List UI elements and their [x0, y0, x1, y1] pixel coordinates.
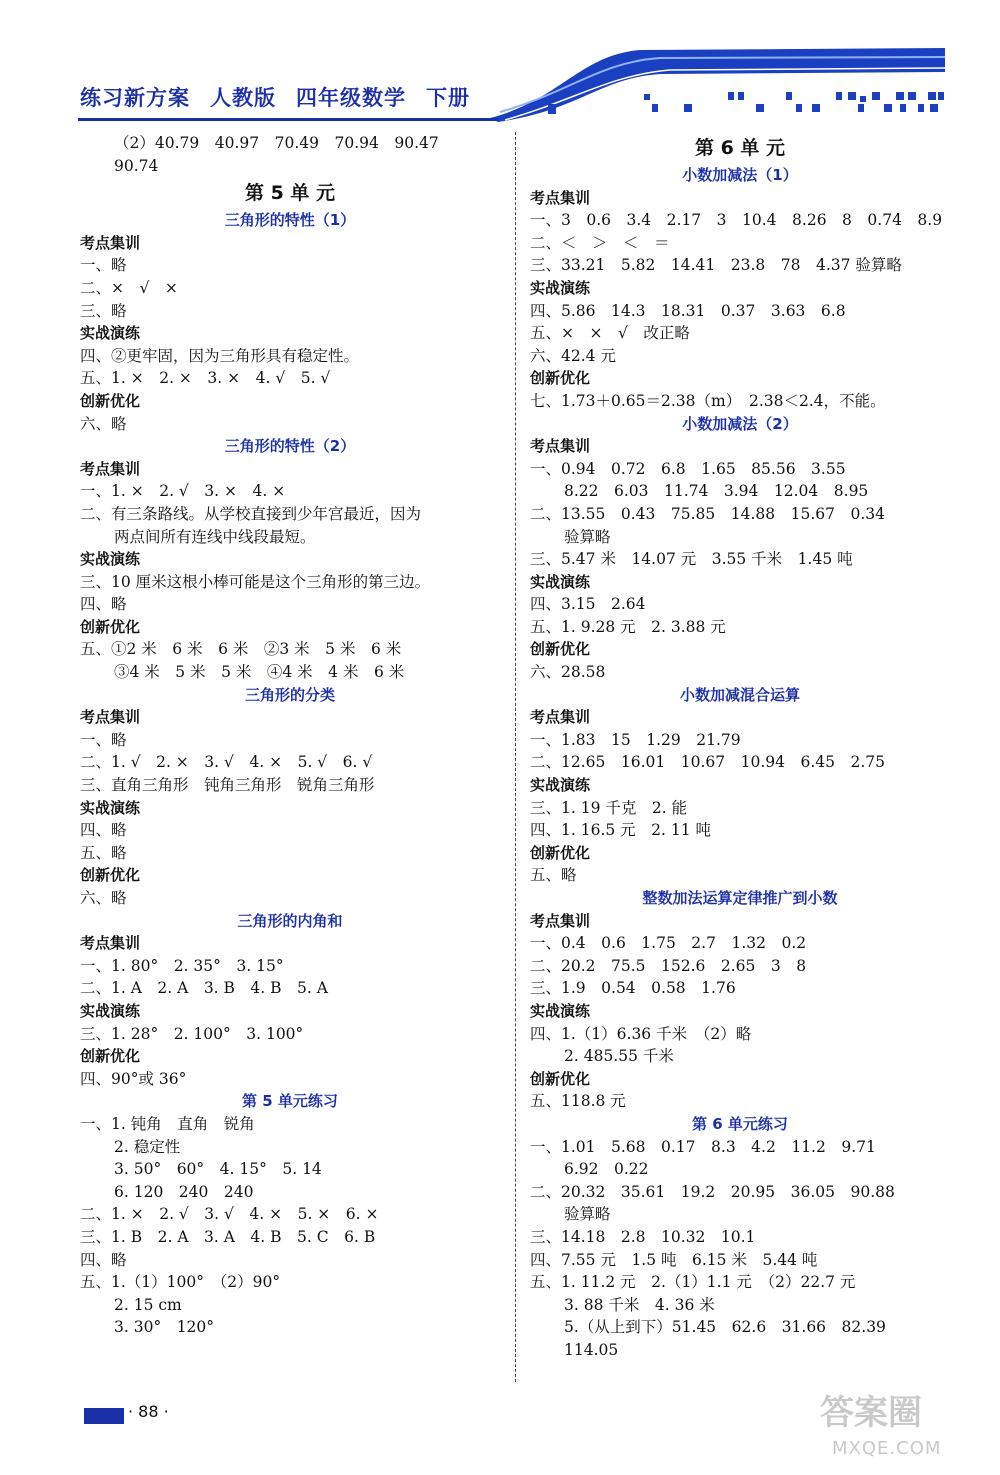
subsection-label: 实战演练 [80, 324, 141, 343]
answer-line: 2. 15 cm [114, 1295, 182, 1314]
answer-line: 六、28.58 [530, 663, 606, 682]
answer-line: 四、1.（1）6.36 千米 （2）略 [530, 1024, 752, 1043]
answer-line: 二、20.2 75.5 152.6 2.65 3 8 [530, 956, 807, 975]
subsection-label: 创新优化 [80, 391, 141, 410]
subsection-label: 实战演练 [530, 776, 591, 795]
answer-line: 三、10 厘米这根小棒可能是这个三角形的第三边。 [80, 572, 431, 591]
volume-label: 下册 [426, 86, 470, 110]
subsection-label: 创新优化 [80, 1047, 141, 1066]
answer-line: 二、有三条路线。从学校直接到少年宫最近，因为 [80, 504, 422, 523]
answer-line: 四、略 [80, 1250, 127, 1269]
answer-line: 三、1. 28° 2. 100° 3. 100° [80, 1024, 304, 1043]
answer-line: 三、略 [80, 301, 127, 320]
subsection-label: 实战演练 [80, 1001, 141, 1020]
answer-line: 3. 30° 120° [114, 1318, 215, 1337]
section-title: 小数加减法（2） [682, 414, 798, 433]
answer-line: 三、1.9 0.54 0.58 1.76 [530, 979, 736, 998]
subsection-label: 考点集训 [530, 911, 591, 930]
subsection-label: 实战演练 [530, 278, 591, 297]
section-title: 三角形的内角和 [237, 911, 343, 930]
answer-line: 一、1.01 5.68 0.17 8.3 4.2 11.2 9.71 [530, 1137, 876, 1156]
answer-line: 四、3.15 2.64 [530, 595, 646, 614]
answer-line: 90.74 [114, 156, 159, 175]
subsection-label: 考点集训 [80, 934, 141, 953]
answer-line: 四、90°或 36° [80, 1069, 187, 1088]
answer-line: 一、1. × 2. √ 3. × 4. × [80, 482, 286, 501]
section-title: 三角形的特性（1） [224, 211, 356, 230]
answer-line: 二、12.65 16.01 10.67 10.94 6.45 2.75 [530, 753, 886, 772]
section-title: 三角形的分类 [244, 685, 335, 704]
answer-line: 三、33.21 5.82 14.41 23.8 78 4.37 验算略 [530, 256, 902, 275]
answer-line: 三、1. 19 千克 2. 能 [530, 798, 688, 817]
answer-line: 一、1.83 15 1.29 21.79 [530, 730, 741, 749]
answer-line: 五、× × √ 改正略 [530, 324, 690, 343]
answer-line: 一、0.94 0.72 6.8 1.65 85.56 3.55 [530, 459, 846, 478]
answer-line: 四、略 [80, 821, 127, 840]
answer-line: 一、略 [80, 256, 127, 275]
answer-line: 8.22 6.03 11.74 3.94 12.04 8.95 [564, 482, 869, 501]
answer-line: 二、1. √ 2. × 3. √ 4. × 5. √ 6. √ [80, 753, 373, 772]
answer-line: 验算略 [564, 1205, 611, 1224]
answer-line: 五、1.（1）100° （2）90° [80, 1273, 281, 1292]
answer-line: 一、1. 钝角 直角 锐角 [80, 1114, 255, 1133]
answer-line: 六、42.4 元 [530, 346, 616, 365]
answer-line: 三、5.47 米 14.07 元 3.55 千米 1.45 吨 [530, 550, 853, 569]
subsection-label: 考点集训 [530, 437, 591, 456]
answer-line: 四、1. 16.5 元 2. 11 吨 [530, 821, 712, 840]
subsection-label: 创新优化 [530, 1069, 591, 1088]
answer-line: 五、略 [80, 843, 127, 862]
answer-line: 四、②更牢固，因为三角形具有稳定性。 [80, 346, 360, 365]
answer-line: 二、13.55 0.43 75.85 14.88 15.67 0.34 [530, 504, 886, 523]
answer-line: 验算略 [564, 527, 611, 546]
answer-line: （2）40.79 40.97 70.49 70.94 90.47 [114, 134, 439, 152]
answer-line: 一、1. 80° 2. 35° 3. 15° [80, 956, 284, 975]
answer-line: 一、3 0.6 3.4 2.17 3 10.4 8.26 8 0.74 8.9 [530, 211, 943, 230]
answer-line: 二、1. × 2. √ 3. √ 4. × 5. × 6. × [80, 1205, 379, 1224]
answer-line: 6.92 0.22 [564, 1160, 649, 1179]
answer-line: 6. 120 240 240 [114, 1182, 254, 1201]
answer-line: 二、20.32 35.61 19.2 20.95 36.05 90.88 [530, 1182, 895, 1201]
subsection-label: 创新优化 [530, 640, 591, 659]
answer-line: 五、1. × 2. × 3. × 4. √ 5. √ [80, 369, 331, 388]
subsection-label: 创新优化 [80, 617, 141, 636]
answer-line: 六、略 [80, 889, 127, 907]
subsection-label: 创新优化 [530, 369, 591, 388]
answer-line: 四、7.55 元 1.5 吨 6.15 米 5.44 吨 [530, 1250, 818, 1269]
answer-line: 三、直角三角形 钝角三角形 锐角三角形 [80, 776, 375, 795]
subsection-label: 考点集训 [80, 708, 141, 727]
subsection-label: 实战演练 [530, 572, 591, 591]
page-number: · 88 · [128, 1402, 169, 1421]
answer-line: 三、1. B 2. A 3. A 4. B 5. C 6. B [80, 1227, 376, 1246]
answer-line: 114.05 [564, 1340, 619, 1359]
answer-line: 两点间所有连线中线段最短。 [114, 527, 316, 546]
section-title: 小数加减法（1） [682, 166, 798, 184]
watermark-url: MXQE.COM [832, 1438, 942, 1459]
answer-line: 3. 88 千米 4. 36 米 [564, 1295, 715, 1314]
unit-heading: 第 5 单 元 [244, 182, 336, 205]
column-divider [515, 132, 516, 1382]
answer-line: ③4 米 5 米 5 米 ④4 米 4 米 6 米 [114, 663, 405, 682]
answer-line: 二、＜ ＞ ＜ ＝ [530, 233, 670, 252]
section-title: 三角形的特性（2） [224, 437, 356, 456]
answer-line: 三、14.18 2.8 10.32 10.1 [530, 1227, 756, 1246]
answer-line: 四、略 [80, 595, 127, 614]
subsection-label: 实战演练 [80, 550, 141, 569]
answer-line: 五、略 [530, 866, 577, 885]
answer-line: 2. 485.55 千米 [564, 1047, 674, 1066]
answer-line: 四、5.86 14.3 18.31 0.37 3.63 6.8 [530, 301, 846, 320]
watermark-logo: 答案圈 [820, 1393, 922, 1433]
subsection-label: 考点集训 [530, 708, 591, 727]
subsection-label: 考点集训 [80, 459, 141, 478]
answer-line: 一、0.4 0.6 1.75 2.7 1.32 0.2 [530, 934, 807, 953]
section-title: 第 6 单元练习 [692, 1114, 788, 1133]
subsection-label: 实战演练 [80, 798, 141, 817]
section-title: 第 5 单元练习 [242, 1092, 338, 1111]
subsection-label: 实战演练 [530, 1001, 591, 1020]
answer-line: 一、略 [80, 730, 127, 749]
subsection-label: 创新优化 [530, 843, 591, 862]
subsection-label: 考点集训 [530, 188, 591, 207]
subsection-label: 创新优化 [80, 866, 141, 885]
book-name: 练习新方案 [80, 86, 190, 110]
right-column [530, 132, 950, 1361]
unit-heading: 第 6 单 元 [694, 137, 786, 159]
answer-line: 5.（从上到下）51.45 62.6 31.66 82.39 [564, 1318, 886, 1337]
answer-line: 五、118.8 元 [530, 1092, 626, 1111]
left-column [80, 132, 500, 1339]
answer-line: 2. 稳定性 [114, 1137, 181, 1156]
page-number-bar [84, 1408, 124, 1424]
answer-line: 二、1. A 2. A 3. B 4. B 5. A [80, 979, 328, 998]
header-rule [78, 118, 498, 121]
answer-line: 3. 50° 60° 4. 15° 5. 14 [114, 1160, 322, 1179]
answer-line: 五、1. 11.2 元 2.（1）1.1 元 （2）22.7 元 [530, 1273, 856, 1292]
page-header [0, 0, 1000, 130]
subsection-label: 考点集训 [80, 233, 141, 252]
answer-line: 五、①2 米 6 米 6 米 ②3 米 5 米 6 米 [80, 640, 402, 659]
section-title: 小数加减混合运算 [679, 685, 800, 704]
section-title: 整数加法运算定律推广到小数 [642, 889, 838, 907]
answer-line: 七、1.73＋0.65＝2.38（m） 2.38＜2.4，不能。 [530, 391, 886, 410]
grade-label: 四年级数学 [296, 86, 406, 110]
header-title [80, 82, 490, 112]
answer-line: 六、略 [80, 414, 127, 433]
answer-line: 二、× √ × [80, 278, 178, 297]
answer-line: 五、1. 9.28 元 2. 3.88 元 [530, 617, 726, 636]
edition-label: 人教版 [210, 86, 276, 110]
